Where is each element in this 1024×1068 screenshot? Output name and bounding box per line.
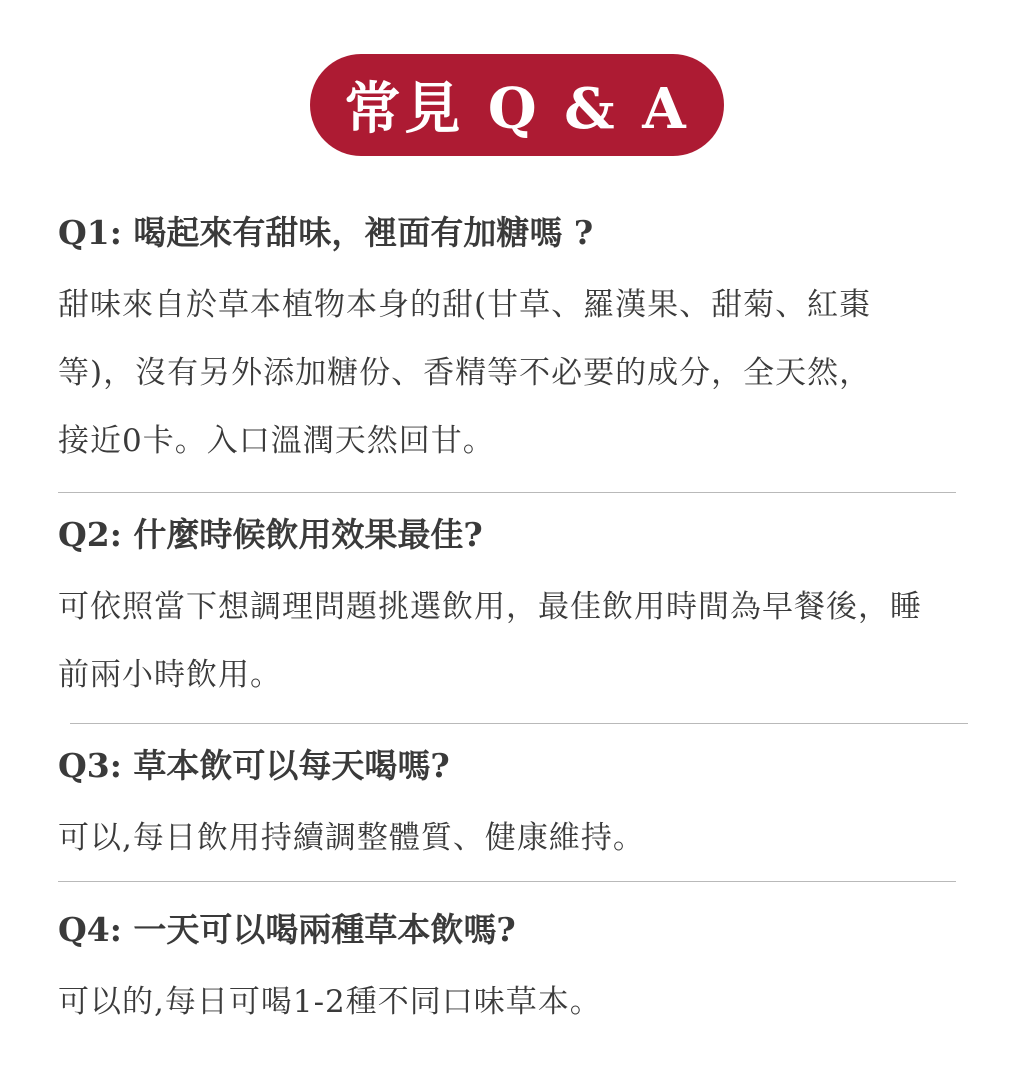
divider [58, 492, 956, 493]
faq-answer-line: 接近0卡。入口溫潤天然回甘。 [58, 423, 495, 460]
faq-answer [58, 968, 968, 1036]
faq-item-3 [58, 745, 968, 872]
faq-answer-line: 可依照當下想調理問題挑選飲用，最佳飲用時間為早餐後，睡 [58, 589, 922, 626]
faq-question: Q1: 喝起來有甜味，裡面有加糖嗎 ? [58, 213, 594, 252]
faq-item-2 [58, 514, 968, 709]
faq-answer-line: 前兩小時飲用。 [58, 657, 282, 694]
faq-answer [58, 804, 968, 872]
faq-item-4 [58, 909, 968, 1036]
faq-question: Q2: 什麼時候飲用效果最佳? [58, 515, 483, 554]
faq-answer-line: 等)，沒有另外添加糖份、香精等不必要的成分，全天然， [58, 355, 872, 392]
faq-answer-line: 甜味來自於草本植物本身的甜(甘草、羅漢果、甜菊、紅棗 [58, 287, 872, 324]
faq-question: Q4: 一天可以喝兩種草本飲嗎? [58, 910, 516, 949]
page-title: 常見 Q & A [310, 54, 724, 156]
divider [58, 881, 956, 882]
faq-answer-line: 可以,每日飲用持續調整體質、健康維持。 [58, 820, 645, 857]
faq-answer [58, 573, 968, 709]
faq-question: Q3: 草本飲可以每天喝嗎? [58, 746, 450, 785]
faq-item-1 [58, 212, 968, 475]
faq-answer-line: 可以的,每日可喝1-2種不同口味草本。 [58, 984, 602, 1021]
divider [70, 723, 968, 724]
faq-answer [58, 271, 968, 475]
